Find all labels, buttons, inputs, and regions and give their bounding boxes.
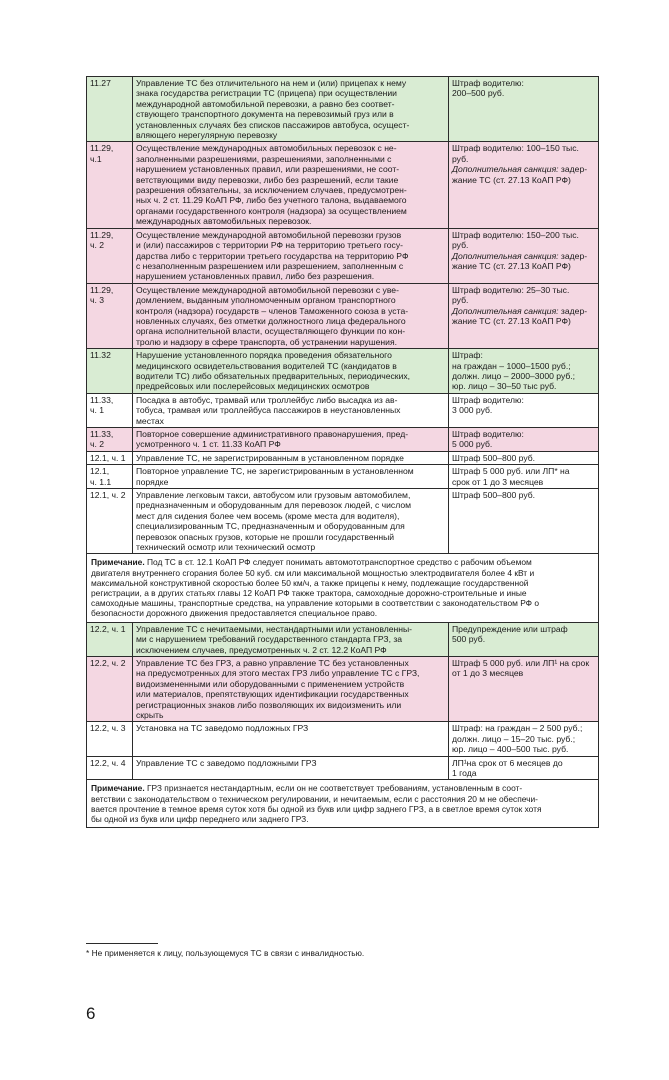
article-code-line: 11.29, [90,143,114,154]
article-code-line: 11.29, [90,284,114,295]
article-code-line: 12.1, ч. 2 [90,490,126,501]
penalty-line [452,439,596,449]
penalty-text: Штраф водителю: [452,429,524,439]
description-line: заполненными разрешениями, разрешениями, заполненными с [136,153,392,164]
description-line: органами государственного контроля (надзора) за осуществлением [136,205,407,216]
description-line: водители ТС) либо обязательных предварительных, периодических, [136,370,411,381]
description-line: установленных случаях без списков пассажиров автобуса, осущест- [136,119,410,130]
article-code [87,622,133,656]
article-code [87,722,133,756]
penalty-text: Штраф: на граждан – 2 500 руб.; [452,723,583,734]
penalty [449,428,599,452]
penalty-line [452,164,596,174]
article-code-line: 11.27 [90,78,111,88]
description-line: Управление ТС без отличительного на нем и (или) прицепах к нему [136,78,407,88]
violation-description [133,228,449,283]
penalty [449,142,599,228]
penalty [449,228,599,283]
note-line-text: бы одной из букв или цифр переднего или заднего ГРЗ. [91,813,309,824]
penalty-line [452,154,596,164]
description-line: международных автомобильных перевозок. [136,216,312,227]
table-row [87,622,599,656]
penalty-text: 3 000 руб. [452,405,493,416]
note-line [91,598,594,608]
description-line: нарушением установленных правил, или разрешениями, не соот- [136,164,400,175]
description-line: контроля (надзора) государств – членов Таможенного союза в уста- [136,305,409,316]
article-code-line: 12.1, [90,466,110,477]
violation-description [133,77,449,142]
penalty [449,465,599,489]
additional-sanction-label: Дополнительная санкция: [452,164,559,175]
article-code-line: ч. 1 [90,405,105,416]
description-line: исключением случаев, предусмотренных ч. 2 ст. 12.2 КоАП РФ [136,644,387,655]
penalty-line [452,240,596,250]
table-row [87,465,599,489]
penalty-text: Штраф водителю: 150–200 тыс. [452,229,579,240]
penalty-text: Штраф: [452,350,483,361]
description-line: Осуществление международной автомобильной перевозки с уве- [136,284,399,295]
fines-table [86,76,599,828]
violation-description [133,451,449,464]
penalty-line [452,88,596,98]
description-line: органа исполнительной власти, осуществляющего функции по кон- [136,326,406,337]
penalty-text: руб. [452,295,469,306]
penalty-line [452,295,596,305]
note-line-text: вается прочтение в темное время суток хотя бы одной из букв или цифр заднего ГРЗ, а в светлое время суток хотя [91,803,542,814]
document-page [86,76,598,828]
note-line [91,608,594,618]
article-code [87,283,133,348]
description-line: Управление ТС без ГРЗ, а равно управление ТС без установленных [136,657,409,668]
description-line: Посадка в автобус, трамвай или троллейбус либо высадка из ав- [136,394,398,405]
penalty-text: 500 руб. [452,634,486,645]
note-line-text: ГРЗ признается нестандартным, если он не соответствует требованиям, установленным в соот- [144,783,523,794]
note-line [91,814,594,824]
description-line: Установка на ТС заведомо подложных ГРЗ [136,723,309,734]
violation-description [133,349,449,394]
note-line-text: ветствии с законодательством о техническом регулировании, и нечитаемым, если с расстояния 20 м не обеспечи- [91,793,538,804]
additional-sanction-label: Дополнительная санкция: [452,250,559,261]
description-line: предрейсовых или послерейсовых медицинских осмотров [136,381,370,392]
note-row [87,780,599,828]
table-row [87,756,599,780]
penalty [449,393,599,427]
penalty-line [452,175,596,185]
penalty-line [452,361,596,371]
penalty-text: должн. лицо – 15–20 тыс. руб.; [452,733,576,744]
article-code-line: 11.33, [90,429,114,439]
article-code [87,228,133,283]
penalty-line [452,658,596,668]
penalty-line [452,395,596,405]
article-code [87,451,133,464]
penalty-line [452,429,596,439]
note-line-text: Под ТС в ст. 12.1 КоАП РФ следует понимать автомототранспортное средство с рабочим объемом [144,557,532,568]
violation-description [133,756,449,780]
article-code [87,465,133,489]
penalty [449,622,599,656]
note-line-text: регистрации, а в других статьях главы 12 КоАП РФ также трактора, самоходные дорожно-строительные и иные [91,588,527,599]
penalty-line [452,381,596,391]
penalty-text: должн. лицо – 2000–3000 руб.; [452,370,576,381]
table-row [87,77,599,142]
penalty [449,283,599,348]
description-line: специализированным ТС, предназначенным и оборудованным для [136,521,405,532]
table-row [87,142,599,228]
penalty [449,451,599,464]
article-code-line: 12.2, ч. 1 [90,623,126,634]
penalty-text: юр. лицо – 30–50 тыс руб. [452,381,557,392]
description-line: Управление ТС с нечитаемыми, нестандартными или установленны- [136,623,413,634]
description-line: дарства либо с территории третьего государства на территорию РФ [136,250,409,261]
article-code-line: ч. 3 [90,295,105,306]
description-line: знака государства регистрации ТС (прицепа) при осуществлении [136,88,397,99]
additional-sanction-label: Дополнительная санкция: [452,305,559,316]
description-line: на предусмотренных для этого местах ГРЗ либо управление ТС с ГРЗ, [136,668,420,679]
penalty-text: 1 года [452,767,477,778]
penalty [449,77,599,142]
penalty-line [452,466,596,476]
article-code-line: 12.1, ч. 1 [90,452,126,463]
note-line [91,783,594,793]
description-line: усмотренного ч. 1 ст. 11.33 КоАП РФ [136,439,281,450]
article-code-line: 11.29, [90,229,114,240]
penalty-line [452,306,596,316]
table-row [87,722,599,756]
description-line: тролю и надзору в сфере транспорта, об устранении нарушения. [136,336,397,347]
violation-description [133,428,449,452]
description-line: ветствующими виду перевозки, либо без разрешений, если такие [136,174,399,185]
description-line: или материалов, препятствующих идентификации государственных [136,689,409,700]
description-line: Управление ТС с заведомо подложными ГРЗ [136,757,317,768]
penalty-text: Штраф водителю: [452,394,524,405]
description-line: мест для сидения более чем восемь (кроме места для водителя), [136,510,400,521]
penalty-text: Штраф 500–800 руб. [452,452,536,463]
description-line: новленных случаях, без отметки должностного лица федерального [136,315,406,326]
violation-description [133,722,449,756]
note-line-text: максимальной конструктивной скоростью более 50 км/ч, а также прицепы к нему, подлежащие государственной [91,577,529,588]
table-row [87,228,599,283]
footnote: * Не применяется к лицу, пользующемуся ТС в связи с инвалидностью. [86,948,365,958]
description-line: регистрационных знаков либо позволяющих их видоизменить или [136,699,402,710]
note-line [91,794,594,804]
penalty-text: Предупреждение или штраф [452,623,568,634]
penalty-line [452,758,596,768]
description-line: ствующего транспортного документа на перевозимый груз или в [136,109,394,120]
footnote-divider [86,943,158,944]
description-line: тобуса, трамвая или троллейбуса пассажиров в неустановленных [136,405,401,416]
article-code-line: ч.1 [90,153,102,164]
description-line: с незаполненным разрешением или разрешением, заполненным с [136,260,404,271]
penalty-text: юр. лицо – 400–500 тыс. руб. [452,744,569,755]
penalty-line [452,490,596,500]
violation-description [133,622,449,656]
note-text [87,780,599,828]
article-code-line: ч. 2 [90,240,105,251]
note-line-text: двигателя внутреннего сгорания более 50 куб. см или максимальной мощностью электродвигателя более 4 кВт и [91,567,535,578]
description-line: Повторное управление ТС, не зарегистрированным в установленном [136,466,414,477]
penalty-line [452,371,596,381]
article-code [87,756,133,780]
description-line: нарушением установленных правил, либо без разрешения. [136,271,375,282]
article-code-line: 11.32 [90,350,111,361]
penalty [449,656,599,721]
page-number: 6 [86,1004,96,1023]
penalty-text: задер- [558,164,588,175]
penalty-text: Штраф 5 000 руб. или ЛП* на [452,466,570,477]
description-line: Осуществление международных автомобильных перевозок с не- [136,143,397,154]
penalty-text: ЛП¹на срок от 6 месяцев до [452,757,563,768]
penalty-text: Штраф 5 000 руб. или ЛП¹ на срок [452,657,590,668]
penalty-line [452,723,596,733]
description-line: Управление ТС, не зарегистрированным в установленном порядке [136,452,404,463]
description-line: видоизмененными или оборудованными с применением устройств [136,678,405,689]
penalty-text: 5 000 руб. [452,439,493,450]
violation-description [133,465,449,489]
article-code-line: 12.2, ч. 3 [90,723,126,734]
description-line: разрешения обязательны, за исключением случаев, предусмотрен- [136,185,407,196]
penalty-line [452,143,596,153]
article-code-line: 12.2, ч. 4 [90,757,126,768]
note-line [91,804,594,814]
note-text [87,554,599,622]
violation-description [133,393,449,427]
note-row [87,554,599,622]
penalty-text: Штраф водителю: 100–150 тыс. [452,143,579,154]
penalty-text: на граждан – 1000–1500 руб.; [452,360,571,371]
note-line [91,588,594,598]
article-code [87,142,133,228]
description-line: технический осмотр или технический осмотр [136,542,316,553]
penalty [449,349,599,394]
penalty-text: от 1 до 3 месяцев [452,668,524,679]
penalty-text: Штраф водителю: [452,78,524,88]
penalty-line [452,316,596,326]
penalty-text: руб. [452,153,469,164]
note-label: Примечание. [91,557,145,568]
note-line-text: самоходные машины, транспортные средства, на управление которыми в соответствии с законодательством РФ о [91,598,540,609]
penalty [449,722,599,756]
description-line: местах [136,415,164,426]
description-line: Нарушение установленного порядка проведения обязательного [136,350,392,361]
article-code-line: ч. 1.1 [90,476,112,487]
article-code [87,489,133,554]
description-line: перевозок опасных грузов, которые не прошли государственный [136,531,395,542]
penalty-text: Штраф водителю: 25–30 тыс. [452,284,570,295]
penalty-line [452,668,596,678]
penalty-line [452,78,596,88]
article-code [87,428,133,452]
violation-description [133,283,449,348]
description-line: ных ч. 2 ст. 11.29 КоАП РФ, либо без учетного талона, выдаваемого [136,195,407,206]
penalty-line [452,744,596,754]
penalty-line [452,477,596,487]
article-code-line: 12.2, ч. 2 [90,657,126,668]
description-line: международной автомобильной перевозки, а равно без соответ- [136,98,395,109]
penalty-line [452,285,596,295]
note-line [91,557,594,567]
penalty-line [452,251,596,261]
description-line: Осуществление международной автомобильной перевозки грузов [136,229,402,240]
penalty-text: жание ТС (ст. 27.13 КоАП РФ) [452,174,571,185]
article-code [87,77,133,142]
penalty-line [452,453,596,463]
description-line: медицинского освидетельствования водителей ТС (кандидатов в [136,360,397,371]
article-code-line: ч. 2 [90,439,105,450]
description-line: порядке [136,476,169,487]
description-line: вляющего нерегулярную перевозку [136,130,278,141]
penalty [449,489,599,554]
description-line: ми с нарушением требований государственного стандарта ГРЗ, за [136,634,403,645]
article-code [87,393,133,427]
table-row [87,349,599,394]
penalty-text: задер- [558,305,588,316]
penalty-line [452,261,596,271]
penalty-line [452,230,596,240]
description-line: Управление легковым такси, автобусом или грузовым автомобилем, [136,490,411,501]
table-row [87,428,599,452]
penalty-text: Штраф 500–800 руб. [452,490,536,501]
violation-description [133,656,449,721]
table-row [87,393,599,427]
penalty-text: задер- [558,250,588,261]
penalty-line [452,768,596,778]
penalty-line [452,634,596,644]
note-line [91,578,594,588]
description-line: скрыть [136,709,164,720]
description-line: и (или) пассажиров с территории РФ на территорию третьего госу- [136,240,404,251]
penalty-text: жание ТС (ст. 27.13 КоАП РФ) [452,260,571,271]
penalty-text: руб. [452,240,469,251]
description-line: Повторное совершение административного правонарушения, пред- [136,429,409,439]
penalty-line [452,350,596,360]
table-row [87,283,599,348]
description-line: предназначенным и оборудованным для перевозок людей, с числом [136,500,412,511]
penalty [449,756,599,780]
note-line [91,568,594,578]
table-row [87,451,599,464]
description-line: домлением, выданным уполномоченным органом транспортного [136,295,396,306]
note-label: Примечание. [91,783,145,794]
note-line-text: безопасности дорожного движения предоставляется специальное право. [91,608,378,619]
penalty-line [452,734,596,744]
table-row [87,656,599,721]
article-code [87,656,133,721]
penalty-text: жание ТС (ст. 27.13 КоАП РФ) [452,315,571,326]
violation-description [133,489,449,554]
penalty-text: 200–500 руб. [452,88,505,99]
penalty-line [452,405,596,415]
article-code-line: 11.33, [90,394,114,405]
penalty-text: срок от 1 до 3 месяцев [452,476,544,487]
violation-description [133,142,449,228]
penalty-line [452,624,596,634]
article-code [87,349,133,394]
table-row [87,489,599,554]
